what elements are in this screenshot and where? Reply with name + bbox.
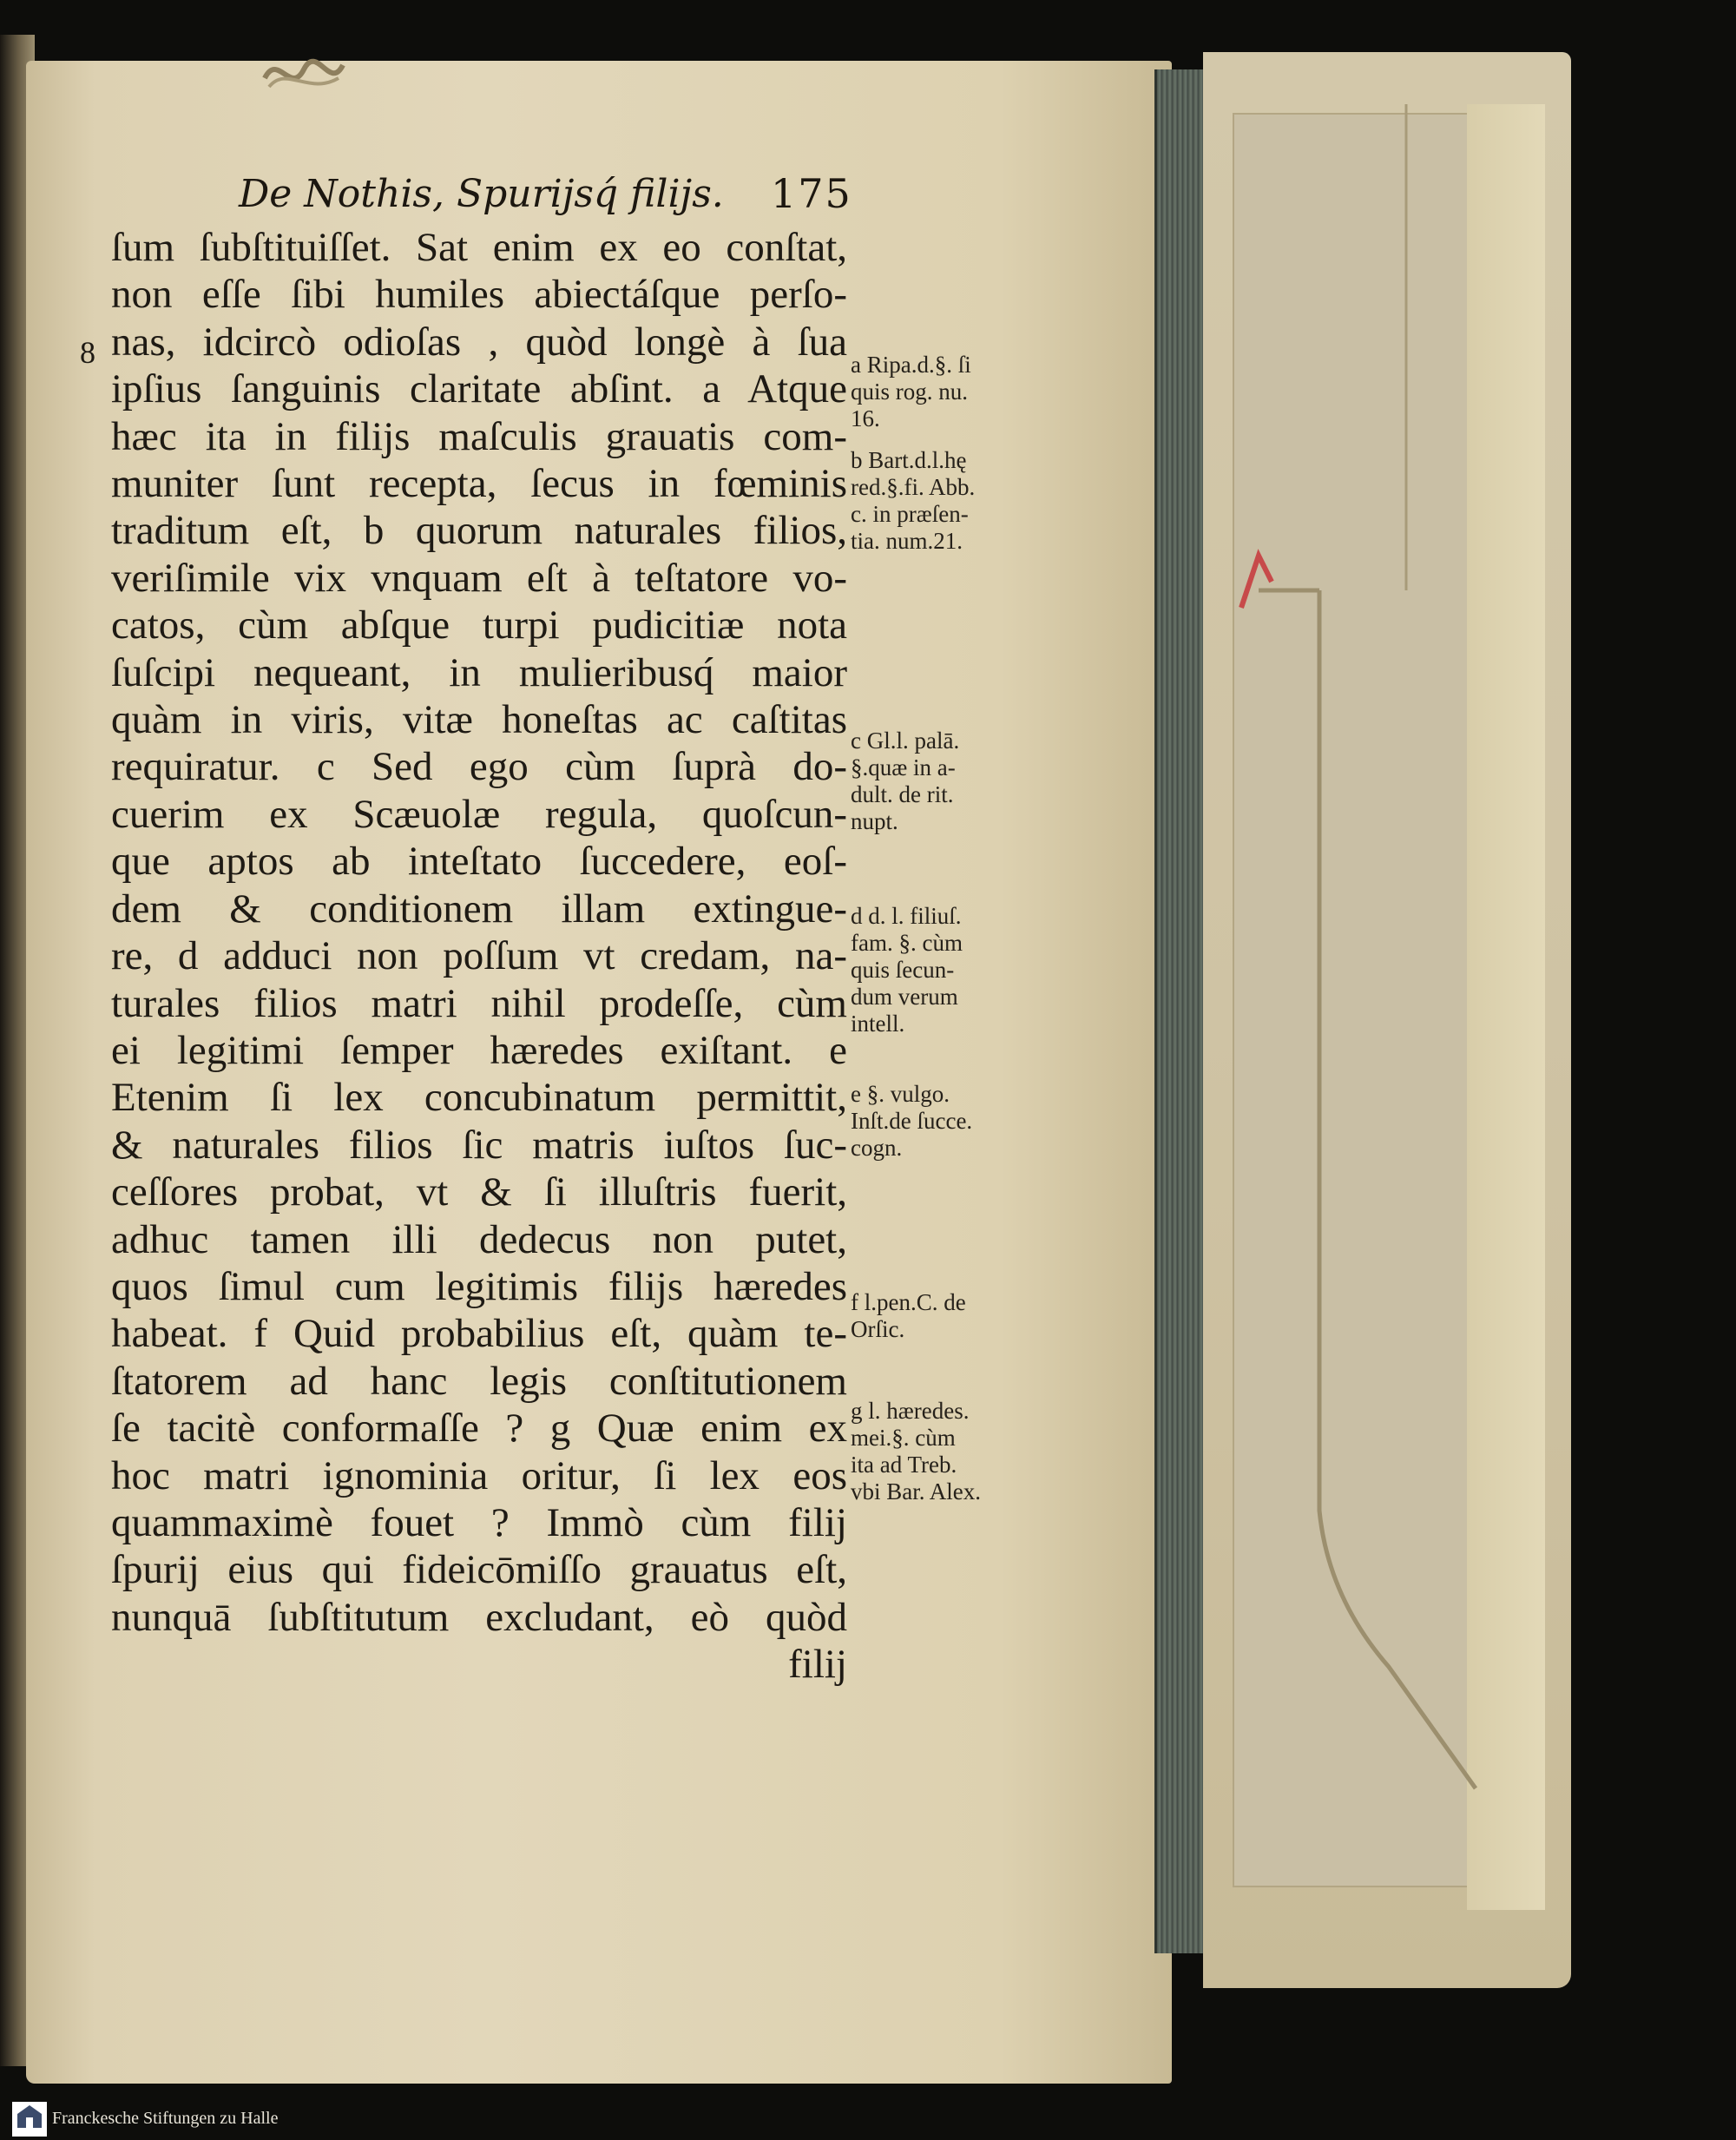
body-line: filij — [788, 1642, 847, 1688]
body-line: dem & conditionem illam extingue- — [111, 886, 847, 932]
margin-note-line: dum verum — [851, 984, 958, 1010]
margin-note — [851, 903, 963, 1037]
body-line: ſuſcipi nequeant, in mulieribusq́ maior — [111, 649, 847, 695]
body-line: ei legitimi ſemper hæredes exiſtant. e — [111, 1027, 847, 1073]
margin-note-line: f l.pen.C. de — [851, 1289, 966, 1315]
margin-note — [851, 728, 959, 835]
body-line: catos, cùm abſque turpi pudicitiæ nota — [111, 602, 847, 649]
margin-note — [851, 352, 971, 432]
body-line: muniter ſunt recepta, ſecus in fœminis — [111, 461, 847, 507]
body-line: veriſimile vix vnquam eſt à teſtatore vo- — [111, 555, 847, 601]
footer-institution: Franckesche Stiftungen zu Halle — [52, 2109, 279, 2128]
margin-note-line: ita ad Treb. — [851, 1452, 957, 1478]
body-line: nunquā ſubſtitutum excludant, eò quòd — [111, 1594, 847, 1640]
margin-note-line: intell. — [851, 1011, 905, 1037]
body-line: turales filios matri nihil prodeſſe, cùm — [111, 980, 847, 1026]
margin-note-line: g l. hæredes. — [851, 1398, 970, 1424]
margin-note-line: tia. num.21. — [851, 528, 963, 554]
margin-note-line: b Bart.d.l.hę — [851, 447, 967, 473]
body-line: non eſſe ſibi humiles abiectáſque perſo- — [111, 272, 847, 318]
body-line: re, d adduci non poſſum vt credam, na- — [111, 933, 847, 979]
body-line: quàm in viris, vitæ honeſtas ac caſtitas — [111, 697, 847, 743]
page-block-edges — [1154, 69, 1206, 1953]
margin-note-line: nupt. — [851, 808, 898, 834]
body-line: & naturales filios ſic matris iuſtos ſuc- — [111, 1122, 847, 1168]
body-line: Etenim ſi lex concubinatum permittit, — [111, 1075, 847, 1121]
margin-note-line: c. in præſen- — [851, 501, 969, 527]
margin-note — [851, 1398, 981, 1505]
body-line: cuerim ex Scæuolæ regula, quoſcun- — [111, 791, 847, 837]
cover-crease-icon — [1233, 104, 1493, 1893]
margin-note — [851, 447, 975, 555]
body-line: ſpurij eius qui fideicōmiſſo grauatus eſt, — [111, 1547, 847, 1593]
margin-note-line: c Gl.l. palā. — [851, 728, 960, 754]
francke-foundation-logo-icon — [12, 2102, 47, 2137]
body-line: ceſſores probat, vt & ſi illuſtris fuerit, — [111, 1169, 847, 1215]
margin-note-line: Orſic. — [851, 1316, 905, 1342]
margin-note-line: quis ſecun- — [851, 957, 955, 983]
margin-note-line: e §. vulgo. — [851, 1081, 950, 1107]
red-pencil-mark-icon — [1233, 547, 1285, 616]
body-line: ſtatorem ad hanc legis conſtitutionem — [111, 1358, 847, 1404]
margin-note-line: red.§.fi. Abb. — [851, 474, 976, 500]
body-line: que aptos ab inteſtato ſuccedere, eoſ- — [111, 839, 847, 885]
body-line: quos ſimul cum legitimis filijs hæredes — [111, 1263, 847, 1309]
margin-note-line: d d. l. filiuſ. — [851, 903, 962, 929]
footer-bar — [0, 2097, 1736, 2140]
margin-note-line: fam. §. cùm — [851, 930, 963, 956]
running-title: De Nothis, Spurijsq́ filijs. — [239, 172, 724, 216]
page-number: 175 — [771, 170, 852, 217]
body-line: quammaximè fouet ? Immò cùm filij — [111, 1499, 847, 1545]
body-line: ſe tacitè conformaſſe ? g Quæ enim ex — [111, 1406, 847, 1452]
margin-note-line: mei.§. cùm — [851, 1425, 956, 1451]
margin-note-line: dult. de rit. — [851, 781, 954, 807]
body-text — [111, 224, 866, 1689]
margin-section-number: 8 — [80, 335, 95, 370]
body-line: nas, idcircò odioſas , quòd longè à ſua — [111, 319, 847, 365]
body-line: hæc ita in filijs maſculis grauatis com- — [111, 413, 847, 459]
margin-note-line: Inſt.de ſucce. — [851, 1108, 973, 1134]
body-line: hoc matri ignominia oritur, ſi lex eos — [111, 1452, 847, 1498]
margin-note-line: §.quæ in a- — [851, 754, 956, 780]
body-line: adhuc tamen illi dedecus non putet, — [111, 1216, 847, 1262]
margin-note — [851, 1289, 966, 1343]
body-line: ſum ſubſtituiſſet. Sat enim ex eo conſtat, — [111, 225, 847, 270]
binding-thread-icon — [260, 52, 347, 95]
margin-note — [851, 1081, 972, 1162]
body-line: traditum eſt, b quorum naturales filios, — [111, 508, 847, 554]
margin-note-line: a Ripa.d.§. ſi — [851, 352, 971, 378]
margin-note-line: 16. — [851, 405, 880, 431]
margin-note-line: cogn. — [851, 1135, 903, 1161]
margin-note-line: vbi Bar. Alex. — [851, 1478, 981, 1505]
body-line: requiratur. c Sed ego cùm ſuprà do- — [111, 744, 847, 790]
body-line: habeat. f Quid probabilius eſt, quàm te- — [111, 1311, 847, 1357]
margin-note-line: quis rog. nu. — [851, 379, 968, 405]
body-line: ipſius ſanguinis claritate abſint. a Atque — [111, 366, 847, 412]
